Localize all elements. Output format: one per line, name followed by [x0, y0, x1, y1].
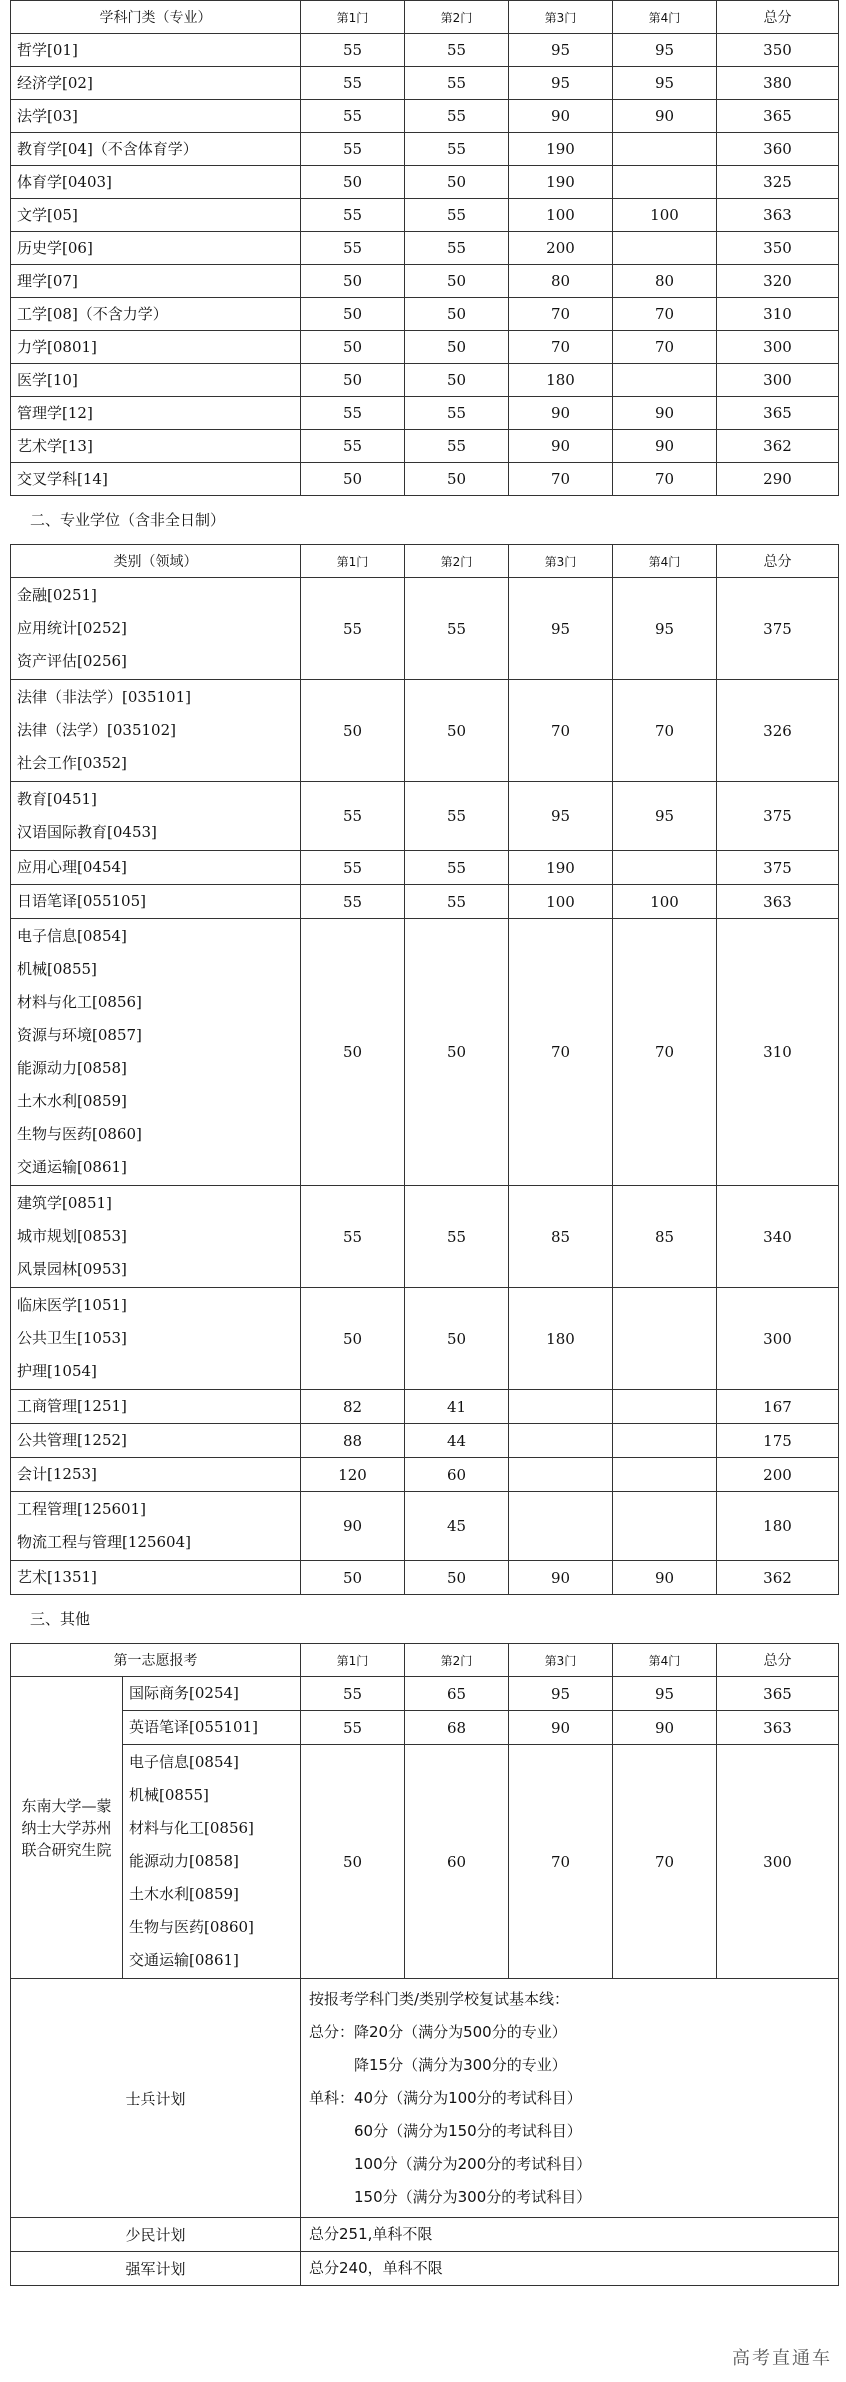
score-s3: 85 — [509, 1186, 613, 1288]
score-s3: 95 — [509, 782, 613, 851]
note-line: 60分（满分为150分的考试科目） — [309, 2121, 582, 2140]
category-name: 护理[1054] — [17, 1362, 97, 1380]
table-row — [11, 1390, 839, 1424]
header-col-3: 第3门 — [509, 545, 613, 578]
category-names — [11, 1561, 301, 1595]
category-name: 应用心理[0454] — [17, 858, 127, 876]
score-s1: 50 — [301, 331, 405, 364]
header-col-4: 第4门 — [613, 1, 717, 34]
score-s4 — [613, 364, 717, 397]
score-s4: 100 — [613, 199, 717, 232]
category-name: 艺术[1351] — [17, 1568, 97, 1586]
score-s4: 70 — [613, 919, 717, 1186]
score-total: 326 — [717, 680, 839, 782]
qiangjun-plan-text: 总分240，单科不限 — [301, 2252, 839, 2286]
category-name: 机械[0855] — [129, 1786, 209, 1804]
category-name: 物流工程与管理[125604] — [17, 1533, 191, 1551]
table-row — [11, 232, 839, 265]
header-col-3: 第3门 — [509, 1644, 613, 1677]
score-s3: 90 — [509, 1561, 613, 1595]
score-s1: 50 — [301, 1288, 405, 1390]
score-s4 — [613, 166, 717, 199]
category-name: 法律（非法学）[035101] — [17, 688, 191, 706]
score-s3: 70 — [509, 298, 613, 331]
score-s3: 90 — [509, 1711, 613, 1745]
category-name: 城市规划[0853] — [17, 1227, 127, 1245]
score-s2: 50 — [405, 364, 509, 397]
category-name: 教育[0451] — [17, 790, 97, 808]
table-row — [11, 100, 839, 133]
category-name: 管理学[12] — [11, 397, 301, 430]
score-s1: 55 — [301, 578, 405, 680]
score-s1: 55 — [301, 67, 405, 100]
score-s3: 95 — [509, 67, 613, 100]
score-total: 350 — [717, 34, 839, 67]
score-s2: 60 — [405, 1745, 509, 1979]
score-s1: 50 — [301, 298, 405, 331]
table-row — [11, 133, 839, 166]
score-s2: 55 — [405, 67, 509, 100]
category-names — [11, 919, 301, 1186]
header-category: 第一志愿报考 — [11, 1644, 301, 1677]
table-row — [11, 331, 839, 364]
score-total: 365 — [717, 397, 839, 430]
table-row — [11, 885, 839, 919]
table-row — [11, 364, 839, 397]
score-s4 — [613, 851, 717, 885]
score-s3: 90 — [509, 430, 613, 463]
score-total: 375 — [717, 851, 839, 885]
score-total: 375 — [717, 578, 839, 680]
table-row — [11, 1186, 839, 1288]
table-row — [11, 1424, 839, 1458]
score-s4: 70 — [613, 331, 717, 364]
category-name: 生物与医药[0860] — [129, 1918, 254, 1936]
score-s1: 50 — [301, 1745, 405, 1979]
score-s2: 50 — [405, 1561, 509, 1595]
score-total: 167 — [717, 1390, 839, 1424]
table-row — [11, 782, 839, 851]
category-name: 公共卫生[1053] — [17, 1329, 127, 1347]
category-name: 应用统计[0252] — [17, 619, 127, 637]
score-s2: 44 — [405, 1424, 509, 1458]
score-s4: 95 — [613, 782, 717, 851]
score-s4: 95 — [613, 34, 717, 67]
score-s4 — [613, 1424, 717, 1458]
category-name: 工学[08]（不含力学） — [11, 298, 301, 331]
score-s4: 70 — [613, 298, 717, 331]
score-s1: 55 — [301, 430, 405, 463]
score-s1: 55 — [301, 851, 405, 885]
note-line: 按报考学科门类/类别学校复试基本线： — [309, 1989, 570, 2008]
header-col-2: 第2门 — [405, 545, 509, 578]
category-name: 经济学[02] — [11, 67, 301, 100]
score-s2: 55 — [405, 34, 509, 67]
score-s2: 50 — [405, 1288, 509, 1390]
score-s4: 100 — [613, 885, 717, 919]
score-s2: 55 — [405, 578, 509, 680]
score-total: 310 — [717, 919, 839, 1186]
category-name: 电子信息[0854] — [129, 1753, 239, 1771]
table-row — [11, 463, 839, 496]
other-table — [10, 1643, 839, 2286]
score-s3: 180 — [509, 1288, 613, 1390]
table-row — [11, 1288, 839, 1390]
header-category: 类别（领域） — [11, 545, 301, 578]
note-line: 降15分（满分为300分的专业） — [309, 2055, 567, 2074]
score-s3: 70 — [509, 463, 613, 496]
score-s1: 50 — [301, 919, 405, 1186]
score-total: 363 — [717, 885, 839, 919]
score-s1: 50 — [301, 1561, 405, 1595]
score-s3: 70 — [509, 680, 613, 782]
table-row — [11, 67, 839, 100]
score-s4: 80 — [613, 265, 717, 298]
score-total: 300 — [717, 331, 839, 364]
category-name: 交通运输[0861] — [17, 1158, 127, 1176]
score-s4: 95 — [613, 67, 717, 100]
table-row — [11, 680, 839, 782]
category-name: 生物与医药[0860] — [17, 1125, 142, 1143]
table-row — [11, 1458, 839, 1492]
score-s3: 190 — [509, 133, 613, 166]
score-s1: 88 — [301, 1424, 405, 1458]
score-s4: 70 — [613, 1745, 717, 1979]
note-line: 单科：40分（满分为100分的考试科目） — [309, 2088, 582, 2107]
table-row — [11, 430, 839, 463]
score-total: 362 — [717, 430, 839, 463]
score-s2: 55 — [405, 851, 509, 885]
score-s2: 55 — [405, 885, 509, 919]
score-s1: 120 — [301, 1458, 405, 1492]
score-s4 — [613, 133, 717, 166]
score-s3: 80 — [509, 265, 613, 298]
category-name: 医学[10] — [11, 364, 301, 397]
category-names — [11, 885, 301, 919]
table-row — [11, 851, 839, 885]
category-names — [11, 1424, 301, 1458]
score-s1: 55 — [301, 397, 405, 430]
score-s1: 55 — [301, 1186, 405, 1288]
score-total: 175 — [717, 1424, 839, 1458]
score-s2: 50 — [405, 298, 509, 331]
soldier-plan-row — [11, 1979, 839, 2218]
score-s3: 100 — [509, 885, 613, 919]
header-col-1: 第1门 — [301, 545, 405, 578]
score-s3: 100 — [509, 199, 613, 232]
table-header-row — [11, 545, 839, 578]
score-s4 — [613, 1492, 717, 1561]
header-category: 学科门类（专业） — [11, 1, 301, 34]
score-s3 — [509, 1458, 613, 1492]
category-names — [11, 1492, 301, 1561]
score-s1: 50 — [301, 463, 405, 496]
category-name: 文学[05] — [11, 199, 301, 232]
category-names — [11, 782, 301, 851]
score-total: 300 — [717, 1288, 839, 1390]
score-s2: 50 — [405, 680, 509, 782]
category-name: 交通运输[0861] — [129, 1951, 239, 1969]
score-total: 200 — [717, 1458, 839, 1492]
category-name: 会计[1253] — [17, 1465, 97, 1483]
category-name: 法律（法学）[035102] — [17, 721, 176, 739]
score-s4 — [613, 232, 717, 265]
score-s3: 200 — [509, 232, 613, 265]
score-s2: 60 — [405, 1458, 509, 1492]
score-s1: 55 — [301, 34, 405, 67]
category-name: 公共管理[1252] — [17, 1431, 127, 1449]
score-s3: 70 — [509, 331, 613, 364]
watermark: 高考直通车 — [732, 2348, 832, 2369]
score-s2: 55 — [405, 199, 509, 232]
minority-plan-label: 少民计划 — [11, 2218, 301, 2252]
score-total: 365 — [717, 100, 839, 133]
category-name: 理学[07] — [11, 265, 301, 298]
score-s3 — [509, 1492, 613, 1561]
school-name: 东南大学—蒙纳士大学苏州联合研究生院 — [11, 1677, 123, 1979]
professional-degree-table — [10, 544, 839, 1595]
score-s4 — [613, 1288, 717, 1390]
score-s4: 95 — [613, 1677, 717, 1711]
category-name: 资产评估[0256] — [17, 652, 127, 670]
table-row — [11, 397, 839, 430]
table-row — [11, 34, 839, 67]
category-name: 国际商务[0254] — [129, 1684, 239, 1702]
section-title-professional: 二、专业学位（含非全日制） — [30, 511, 226, 529]
category-names — [123, 1745, 301, 1979]
table-row — [11, 199, 839, 232]
score-total: 290 — [717, 463, 839, 496]
score-s3: 70 — [509, 919, 613, 1186]
table-row — [11, 919, 839, 1186]
score-s1: 50 — [301, 166, 405, 199]
table-row — [11, 166, 839, 199]
score-s3: 70 — [509, 1745, 613, 1979]
score-total: 363 — [717, 199, 839, 232]
header-col-2: 第2门 — [405, 1644, 509, 1677]
section-title-other: 三、其他 — [30, 1610, 91, 1628]
score-s4: 90 — [613, 100, 717, 133]
academic-degree-table — [10, 0, 839, 496]
category-name: 法学[03] — [11, 100, 301, 133]
score-total: 300 — [717, 1745, 839, 1979]
category-name: 教育学[04]（不含体育学） — [11, 133, 301, 166]
score-s4: 95 — [613, 578, 717, 680]
table-row — [11, 1711, 839, 1745]
table-row — [11, 298, 839, 331]
score-s2: 50 — [405, 331, 509, 364]
score-total: 350 — [717, 232, 839, 265]
category-name: 哲学[01] — [11, 34, 301, 67]
score-total: 363 — [717, 1711, 839, 1745]
table-header-row — [11, 1, 839, 34]
score-s3: 95 — [509, 34, 613, 67]
score-s2: 50 — [405, 463, 509, 496]
minority-plan-row — [11, 2218, 839, 2252]
score-s2: 68 — [405, 1711, 509, 1745]
category-names — [11, 1458, 301, 1492]
category-name: 工商管理[1251] — [17, 1397, 127, 1415]
score-s3: 95 — [509, 578, 613, 680]
category-name: 机械[0855] — [17, 960, 97, 978]
score-s4: 90 — [613, 1711, 717, 1745]
header-col-4: 第4门 — [613, 545, 717, 578]
note-line: 100分（满分为200分的考试科目） — [309, 2154, 592, 2173]
category-name: 材料与化工[0856] — [17, 993, 142, 1011]
score-s3: 90 — [509, 397, 613, 430]
score-s4: 70 — [613, 463, 717, 496]
qiangjun-plan-label: 强军计划 — [11, 2252, 301, 2286]
category-names — [11, 1288, 301, 1390]
score-s1: 55 — [301, 199, 405, 232]
score-s4: 70 — [613, 680, 717, 782]
category-name: 电子信息[0854] — [17, 927, 127, 945]
score-s4: 85 — [613, 1186, 717, 1288]
category-name: 日语笔译[055105] — [17, 892, 146, 910]
soldier-plan-notes — [301, 1979, 839, 2218]
score-s3: 90 — [509, 100, 613, 133]
category-name: 汉语国际教育[0453] — [17, 823, 157, 841]
header-col-1: 第1门 — [301, 1644, 405, 1677]
score-s3: 190 — [509, 166, 613, 199]
table-row — [11, 1745, 839, 1979]
score-s2: 55 — [405, 397, 509, 430]
score-s4 — [613, 1458, 717, 1492]
category-names — [11, 1390, 301, 1424]
score-s2: 55 — [405, 232, 509, 265]
note-line: 150分（满分为300分的考试科目） — [309, 2187, 592, 2206]
score-s1: 55 — [301, 232, 405, 265]
score-s1: 50 — [301, 680, 405, 782]
score-total: 320 — [717, 265, 839, 298]
category-name: 金融[0251] — [17, 586, 97, 604]
score-s2: 41 — [405, 1390, 509, 1424]
category-names — [123, 1677, 301, 1711]
score-total: 300 — [717, 364, 839, 397]
score-total: 362 — [717, 1561, 839, 1595]
category-name: 临床医学[1051] — [17, 1296, 127, 1314]
header-col-5: 总分 — [717, 545, 839, 578]
category-names — [11, 680, 301, 782]
score-s2: 55 — [405, 100, 509, 133]
score-total: 365 — [717, 1677, 839, 1711]
score-s2: 50 — [405, 919, 509, 1186]
category-name: 资源与环境[0857] — [17, 1026, 142, 1044]
score-s2: 55 — [405, 430, 509, 463]
score-s1: 55 — [301, 1711, 405, 1745]
qiangjun-plan-row — [11, 2252, 839, 2286]
score-s3: 95 — [509, 1677, 613, 1711]
header-col-3: 第3门 — [509, 1, 613, 34]
category-name: 艺术学[13] — [11, 430, 301, 463]
score-s1: 50 — [301, 364, 405, 397]
score-s1: 55 — [301, 782, 405, 851]
score-s1: 55 — [301, 100, 405, 133]
category-name: 历史学[06] — [11, 232, 301, 265]
score-s3: 190 — [509, 851, 613, 885]
score-s1: 90 — [301, 1492, 405, 1561]
table-row — [11, 578, 839, 680]
score-s1: 50 — [301, 265, 405, 298]
category-name: 工程管理[125601] — [17, 1500, 146, 1518]
score-total: 310 — [717, 298, 839, 331]
score-s4 — [613, 1390, 717, 1424]
note-line: 总分：降20分（满分为500分的专业） — [309, 2022, 567, 2041]
score-total: 375 — [717, 782, 839, 851]
category-name: 英语笔译[055101] — [129, 1718, 258, 1736]
category-names — [11, 1186, 301, 1288]
header-col-5: 总分 — [717, 1644, 839, 1677]
header-col-4: 第4门 — [613, 1644, 717, 1677]
page-content — [10, 0, 838, 2286]
minority-plan-text: 总分251,单科不限 — [301, 2218, 839, 2252]
score-total: 380 — [717, 67, 839, 100]
category-name: 体育学[0403] — [11, 166, 301, 199]
category-name: 风景园林[0953] — [17, 1260, 127, 1278]
table-row — [11, 1677, 839, 1711]
category-name: 土木水利[0859] — [17, 1092, 127, 1110]
score-s2: 55 — [405, 1186, 509, 1288]
score-s2: 55 — [405, 782, 509, 851]
category-name: 材料与化工[0856] — [129, 1819, 254, 1837]
score-s1: 55 — [301, 885, 405, 919]
category-name: 交叉学科[14] — [11, 463, 301, 496]
category-names — [11, 578, 301, 680]
category-name: 能源动力[0858] — [129, 1852, 239, 1870]
score-s2: 65 — [405, 1677, 509, 1711]
soldier-plan-label: 士兵计划 — [11, 1979, 301, 2218]
score-s4: 90 — [613, 1561, 717, 1595]
table-row — [11, 1561, 839, 1595]
score-s3 — [509, 1424, 613, 1458]
category-name: 能源动力[0858] — [17, 1059, 127, 1077]
category-name: 土木水利[0859] — [129, 1885, 239, 1903]
score-s4: 90 — [613, 430, 717, 463]
header-col-1: 第1门 — [301, 1, 405, 34]
score-s3: 180 — [509, 364, 613, 397]
score-s1: 55 — [301, 133, 405, 166]
score-s1: 82 — [301, 1390, 405, 1424]
score-s3 — [509, 1390, 613, 1424]
category-name: 建筑学[0851] — [17, 1194, 112, 1212]
score-s1: 55 — [301, 1677, 405, 1711]
category-name: 社会工作[0352] — [17, 754, 127, 772]
header-col-2: 第2门 — [405, 1, 509, 34]
score-total: 360 — [717, 133, 839, 166]
score-total: 325 — [717, 166, 839, 199]
table-row — [11, 265, 839, 298]
score-total: 180 — [717, 1492, 839, 1561]
header-col-5: 总分 — [717, 1, 839, 34]
score-s4: 90 — [613, 397, 717, 430]
category-names — [123, 1711, 301, 1745]
table-row — [11, 1492, 839, 1561]
table-header-row — [11, 1644, 839, 1677]
category-name: 力学[0801] — [11, 331, 301, 364]
score-s2: 50 — [405, 265, 509, 298]
score-s2: 50 — [405, 166, 509, 199]
category-names — [11, 851, 301, 885]
score-total: 340 — [717, 1186, 839, 1288]
score-s2: 45 — [405, 1492, 509, 1561]
score-s2: 55 — [405, 133, 509, 166]
